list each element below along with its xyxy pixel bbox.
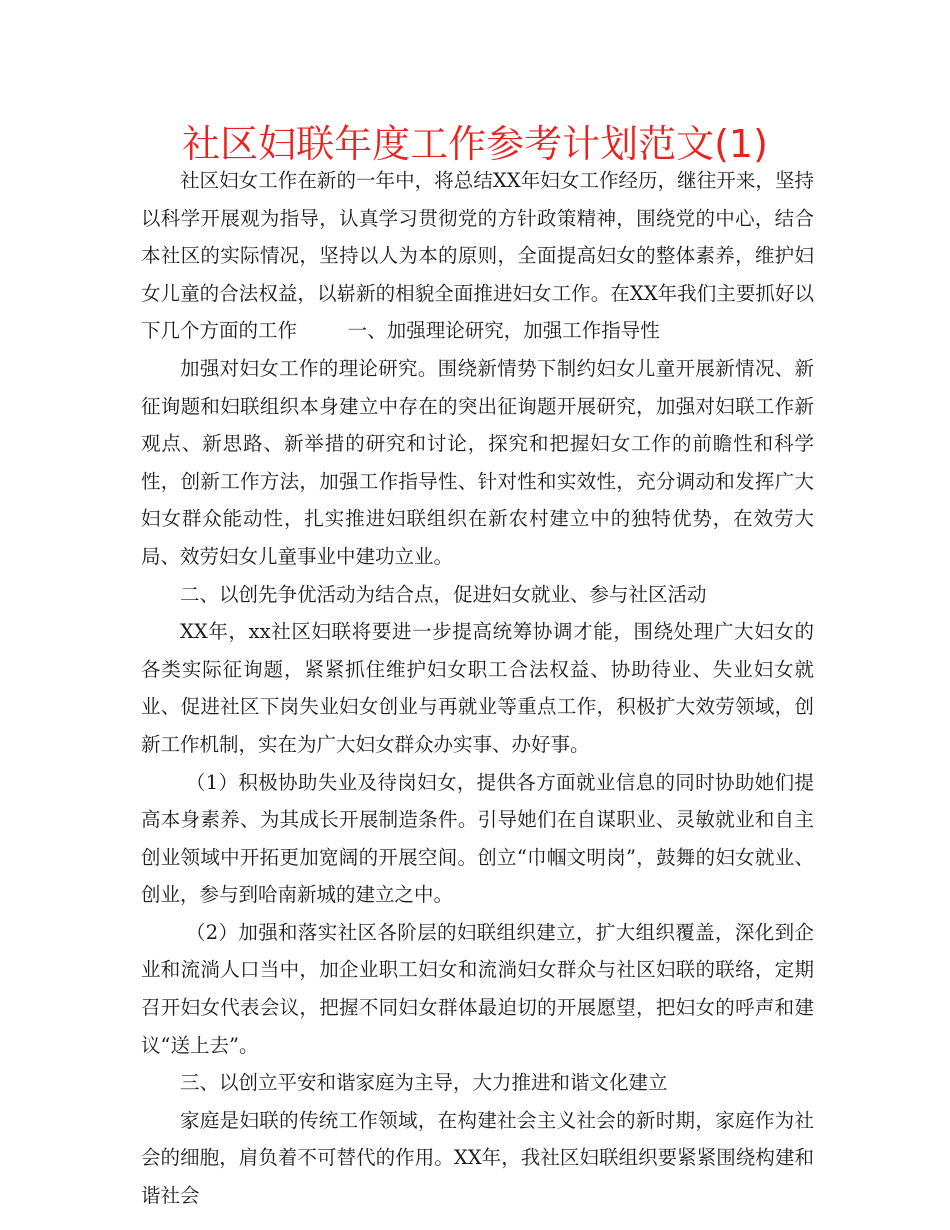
section-heading-1: 一、加强理论研究，加强工作指导性: [347, 319, 660, 343]
section-2-paragraph: XX年，xx社区妇联将要进一步提高统筹协调才能，围绕处理广大妇女的各类实际征询题，紧紧抓住维护妇女职工合法权益、协助待业、失业妇女就业、促进社区下岗失业妇女创业与再就业等重点工作，积极扩大效劳领域，创新工作机制，实在为广大妇女群众办实事、办好事。: [141, 620, 814, 756]
document-title: 社区妇联年度工作参考计划范文(1): [182, 122, 768, 166]
intro-paragraph: [141, 162, 814, 350]
section-heading-2: 二、以创先争优活动为结合点，促进妇女就业、参与社区活动: [180, 582, 707, 606]
intro-text: 社区妇女工作在新的一年中，将总结XX年妇女工作经历，继往开来，坚持以科学开展观为指导，认真学习贯彻党的方针政策精神，围绕党的中心，结合本社区的实际情况，坚持以人为本的原则，全面提高妇女的整体素养，维护妇女儿童的合法权益，以崭新的相貌全面推进妇女工作。在XX年我们主要抓好以下几个方面的工作: [141, 169, 814, 343]
section-heading-3: 三、以创立平安和谐家庭为主导，大力推进和谐文化建立: [180, 1071, 668, 1095]
section-3-paragraph: 家庭是妇联的传统工作领域，在构建社会主义社会的新时期，家庭作为社会的细胞，肩负着不可替代的作用。XX年，我社区妇联组织要紧紧围绕构建和谐社会: [141, 1108, 814, 1208]
document-body: [141, 162, 814, 1215]
section-1-paragraph: 加强对妇女工作的理论研究。围绕新情势下制约妇女儿童开展新情况、新征询题和妇联组织本身建立中存在的突出征询题开展研究，加强对妇联工作新观点、新思路、新举措的研究和讨论，探究和把握妇女工作的前瞻性和科学性，创新工作方法，加强工作指导性、针对性和实效性，充分调动和发挥广大妇女群众能动性，扎实推进妇联组织在新农村建立中的独特优势，在效劳大局、效劳妇女儿童事业中建功立业。: [141, 356, 814, 568]
list-item-1: （1）积极协助失业及待岗妇女，提供各方面就业信息的同时协助她们提高本身素养、为其成长开展制造条件。引导她们在自谋职业、灵敏就业和自主创业领域中开拓更加宽阔的开展空间。创立“巾帼文明岗”，鼓舞的妇女就业、创业，参与到哈南新城的建立之中。: [141, 770, 814, 907]
list-item-2: （2）加强和落实社区各阶层的妇联组织建立，扩大组织覆盖，深化到企业和流淌人口当中，加企业职工妇女和流淌妇女群众与社区妇联的联络，定期召开妇女代表会议，把握不同妇女群体最迫切的开展愿望，把妇女的呼声和建议“送上去”。: [141, 920, 814, 1057]
